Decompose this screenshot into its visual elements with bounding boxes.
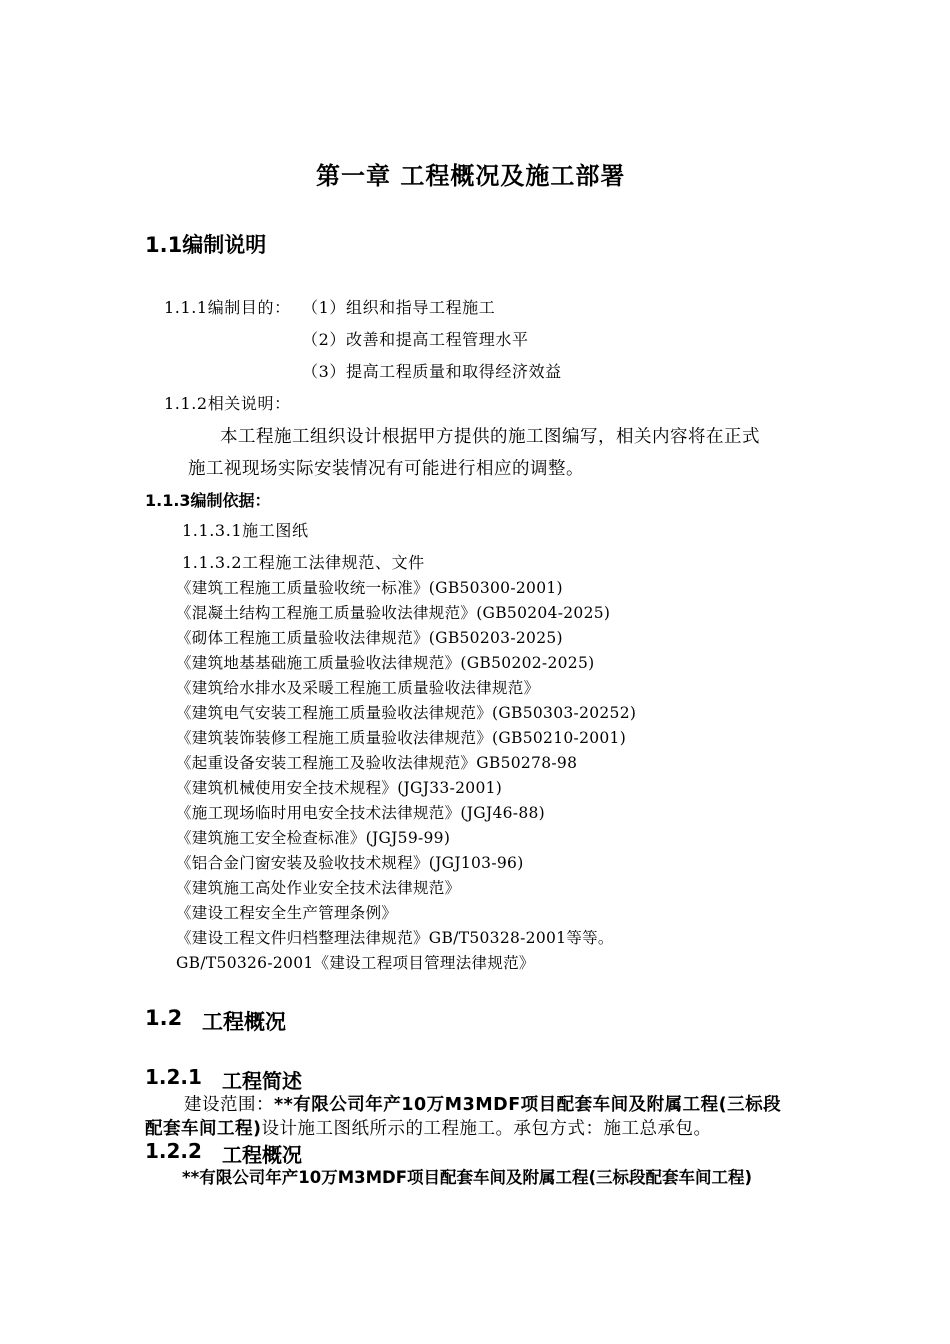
standard-item: 《建筑施工高处作业安全技术法律规范》 xyxy=(176,879,461,897)
purpose-item: （3）提高工程质量和取得经济效益 xyxy=(302,362,562,381)
subsection-1-2-2-number: 1.2.2 xyxy=(145,1139,202,1163)
scope-project: **有限公司年产10万M3MDF项目配套车间及附属工程(三标段 xyxy=(274,1095,782,1115)
standard-item: 《建设工程安全生产管理条例》 xyxy=(176,904,398,922)
standard-item: 《铝合金门窗安装及验收技术规程》(JGJ103-96) xyxy=(176,854,524,872)
scope-project-cont: 配套车间工程) xyxy=(145,1119,262,1139)
section-1-1-heading: 1.1编制说明 xyxy=(145,233,267,257)
section-1-2-number: 1.2 xyxy=(145,1006,183,1030)
purpose-label: 1.1.1编制目的： xyxy=(164,298,291,317)
standard-item: 《建筑施工安全检查标准》(JGJ59-99) xyxy=(176,829,451,847)
standard-item: 《砌体工程施工质量验收法律规范》(GB50203-2025) xyxy=(176,629,563,647)
overview-line: **有限公司年产10万M3MDF项目配套车间及附属工程(三标段配套车间工程) xyxy=(182,1168,753,1187)
scope-prefix: 建设范围： xyxy=(184,1095,274,1115)
subsection-1-2-2-title: 工程概况 xyxy=(222,1143,302,1167)
basis-item: 1.1.3.1施工图纸 xyxy=(182,521,309,540)
related-label: 1.1.2相关说明： xyxy=(164,394,291,413)
related-text: 本工程施工组织设计根据甲方提供的施工图编写，相关内容将在正式 xyxy=(220,427,760,447)
purpose-item: （2）改善和提高工程管理水平 xyxy=(302,330,529,349)
basis-label: 1.1.3编制依据： xyxy=(145,491,271,510)
related-text: 施工视现场实际安装情况有可能进行相应的调整。 xyxy=(188,459,584,479)
standard-item: 《建筑机械使用安全技术规程》(JGJ33-2001) xyxy=(176,779,503,797)
standard-item: 《混凝土结构工程施工质量验收法律规范》(GB50204-2025) xyxy=(176,604,611,622)
purpose-item: （1）组织和指导工程施工 xyxy=(302,298,496,317)
standard-item: 《建筑电气安装工程施工质量验收法律规范》(GB50303-20252) xyxy=(176,704,637,722)
standard-item: 《建筑给水排水及采暖工程施工质量验收法律规范》 xyxy=(176,679,540,697)
scope-rest: 设计施工图纸所示的工程施工。承包方式：施工总承包。 xyxy=(261,1119,712,1139)
section-1-2-title: 工程概况 xyxy=(202,1010,286,1034)
standard-item: 《起重设备安装工程施工及验收法律规范》GB50278-98 xyxy=(176,754,578,772)
standard-item: 《施工现场临时用电安全技术法律规范》(JGJ46-88) xyxy=(176,804,545,822)
scope-line-2 xyxy=(145,1115,712,1140)
subsection-1-2-1-number: 1.2.1 xyxy=(145,1065,202,1089)
basis-item: 1.1.3.2工程施工法律规范、文件 xyxy=(182,553,425,572)
subsection-1-2-1-title: 工程简述 xyxy=(222,1069,302,1093)
chapter-title: 第一章 工程概况及施工部署 xyxy=(316,162,626,190)
standard-item: 《建筑装饰装修工程施工质量验收法律规范》(GB50210-2001) xyxy=(176,729,627,747)
standard-item: 《建设工程文件归档整理法律规范》GB/T50328-2001等等。 xyxy=(176,929,614,947)
standard-item: GB/T50326-2001《建设工程项目管理法律规范》 xyxy=(176,954,535,972)
standard-item: 《建筑工程施工质量验收统一标准》(GB50300-2001) xyxy=(176,579,563,597)
standard-item: 《建筑地基基础施工质量验收法律规范》(GB50202-2025) xyxy=(176,654,595,672)
scope-line xyxy=(184,1091,781,1116)
